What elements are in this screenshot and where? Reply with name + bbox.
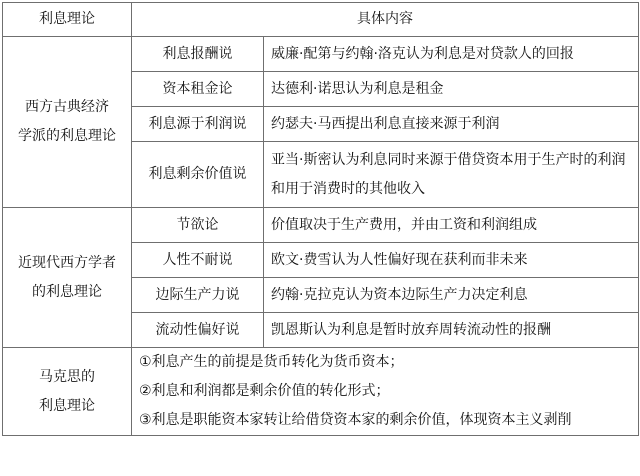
category-cell-modern bbox=[3, 208, 132, 348]
theory-content-cell: 价值取决于生产费用，并由工资和利润组成 bbox=[264, 208, 639, 243]
header-content-cell: 具体内容 bbox=[132, 3, 639, 37]
theory-content-cell: 凯恩斯认为利息是暂时放弃周转流动性的报酬 bbox=[264, 313, 639, 348]
theory-name-cell: 流动性偏好说 bbox=[132, 313, 264, 348]
marx-item: ①利息产生的前提是货币转化为货币资本； bbox=[139, 354, 404, 370]
theory-name-cell: 节欲论 bbox=[132, 208, 264, 243]
marx-row bbox=[3, 348, 639, 436]
theory-content-cell: 达德利·诺思认为利息是租金 bbox=[264, 72, 639, 107]
category-cell-classical bbox=[3, 37, 132, 208]
theory-content-cell: 约翰·克拉克认为资本边际生产力决定利息 bbox=[264, 278, 639, 313]
theory-name-cell: 资本租金论 bbox=[132, 72, 264, 107]
category-line: 马克思的 bbox=[39, 368, 95, 385]
category-line: 学派的利息理论 bbox=[18, 128, 116, 144]
header-category-cell: 利息理论 bbox=[3, 3, 132, 37]
marx-content-cell bbox=[132, 348, 639, 436]
theory-name-cell: 边际生产力说 bbox=[132, 278, 264, 313]
theory-content-cell: 约瑟夫·马西提出利息直接来源于利润 bbox=[264, 107, 639, 142]
category-line: 近现代西方学者 bbox=[18, 254, 116, 271]
category-line: 西方古典经济 bbox=[25, 99, 109, 115]
theory-name-cell: 人性不耐说 bbox=[132, 243, 264, 278]
theory-name-cell: 利息报酬说 bbox=[132, 37, 264, 72]
category-cell-marx bbox=[3, 348, 132, 436]
theory-name-cell: 利息源于利润说 bbox=[132, 107, 264, 142]
interest-theory-table bbox=[2, 2, 639, 436]
header-row bbox=[3, 3, 639, 37]
category-line: 的利息理论 bbox=[32, 283, 102, 300]
theory-content-cell: 欧文·费雪认为人性偏好现在获利而非未来 bbox=[264, 243, 639, 278]
table-row bbox=[3, 208, 639, 243]
table-row bbox=[3, 37, 639, 72]
marx-item: ③利息是职能资本家转让给借贷资本家的剩余价值，体现资本主义剥削 bbox=[139, 412, 572, 428]
theory-name-cell: 利息剩余价值说 bbox=[132, 142, 264, 208]
category-line: 利息理论 bbox=[39, 397, 95, 414]
marx-item: ②利息和利润都是剩余价值的转化形式； bbox=[139, 383, 390, 399]
theory-content-cell: 威廉·配第与约翰·洛克认为利息是对贷款人的回报 bbox=[264, 37, 639, 72]
theory-content-cell: 亚当·斯密认为利息同时来源于借贷资本用于生产时的利润和用于消费时的其他收入 bbox=[264, 142, 639, 208]
